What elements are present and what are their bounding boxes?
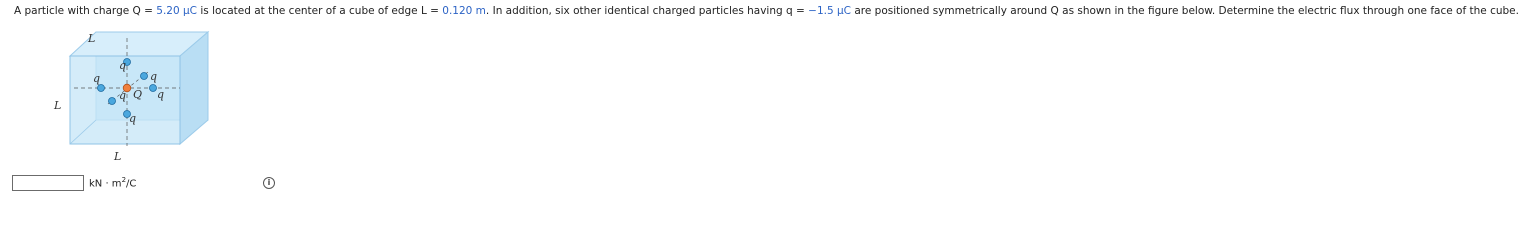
- edge-L-value: 0.120 m: [442, 5, 486, 17]
- label-q-top: q: [119, 59, 127, 72]
- unit-exponent: 2: [121, 176, 127, 185]
- problem-text: are positioned symmetrically around Q as shown in the figure below. Determine the electric flux through one face of the cube.: [851, 5, 1519, 17]
- unit-suffix: /C: [126, 178, 137, 190]
- label-L-left: L: [54, 99, 62, 112]
- charge-q-left: [98, 85, 105, 92]
- charge-q-right: [150, 85, 157, 92]
- charge-q-back: [141, 73, 148, 80]
- label-q-left: q: [93, 72, 101, 85]
- label-q-back: q: [150, 70, 158, 83]
- unit-prefix: kN · m: [89, 178, 122, 190]
- label-q-bottom: q: [129, 112, 137, 125]
- problem-text: is located at the center of a cube of edge L =: [197, 5, 443, 17]
- charge-q-value: −1.5 μC: [808, 5, 852, 17]
- label-q-front: q: [119, 89, 127, 102]
- charge-q-front: [109, 98, 116, 105]
- problem-text: . In addition, six other identical charged particles having q =: [485, 5, 809, 17]
- answer-input[interactable]: [12, 175, 84, 191]
- charge-Q-value: 5.20 μC: [156, 5, 198, 17]
- answer-row: [12, 175, 136, 191]
- label-L-top: L: [88, 32, 96, 45]
- label-Q: Q: [133, 88, 143, 101]
- info-icon[interactable]: i: [263, 177, 275, 189]
- problem-text: A particle with charge Q =: [14, 5, 157, 17]
- problem-statement: [14, 4, 1519, 18]
- label-q-right: q: [157, 88, 165, 101]
- answer-unit: [89, 176, 136, 189]
- label-L-bottom: L: [114, 150, 122, 163]
